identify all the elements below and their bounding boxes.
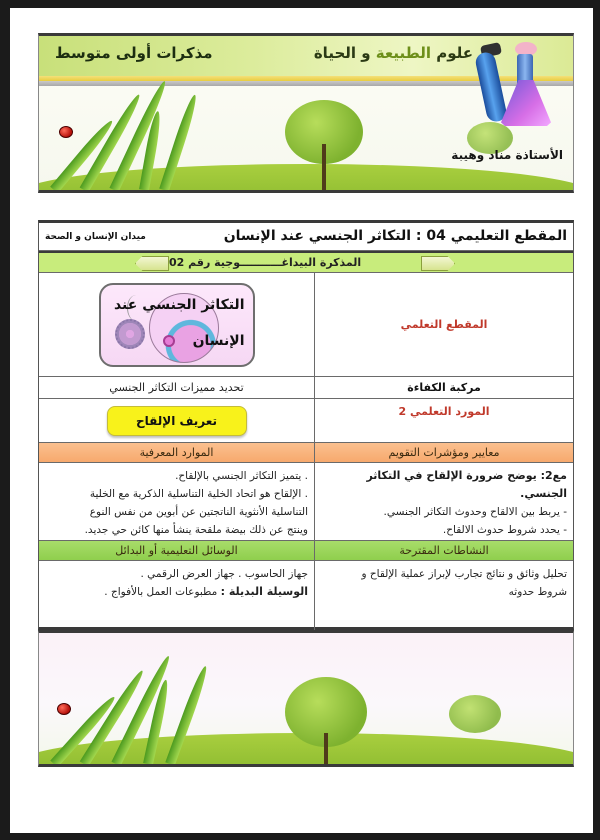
- segment-illustration-cell: [39, 273, 314, 376]
- knowledge-list: [45, 467, 308, 539]
- knowledge-header: الموارد المعرفية: [139, 446, 214, 459]
- means-list: [45, 565, 308, 601]
- segment-label: المقطع التعلمي: [400, 318, 488, 331]
- knowledge-line: . الإلقاح هو اتحاد الخلية التناسلية الذكرية مع الخلية: [89, 488, 308, 500]
- criteria-header: معايير ومؤشرات التقويم: [388, 446, 500, 459]
- evaluation-header-row: [39, 443, 573, 463]
- knowledge-line: التناسلية الأنثوية الناتجتين عن أبوين من نفس النوع: [89, 506, 308, 518]
- bottom-banner: [38, 630, 574, 767]
- teacher-name: الأستاذة مناد وهيبة: [451, 148, 563, 162]
- segment-label-cell: [314, 273, 573, 376]
- knowledge-line: . يتميز التكاثر الجنسي بالإلقاح.: [175, 470, 308, 482]
- memo-title: المذكرة البيداغـــــــــــوجية رقم 02: [169, 256, 362, 269]
- knowledge-header-cell: [39, 443, 314, 462]
- competence-label: مركبة الكفاءة: [407, 381, 481, 394]
- means-alt-value: مطبوعات العمل بالأفواج .: [104, 586, 221, 598]
- means-header: الوسائل التعليمية أو البدائل: [115, 544, 238, 557]
- illustration-title-line1: التكاثر الجنسي عند: [113, 296, 245, 313]
- activities-content-row: [39, 561, 573, 631]
- resource-row: [39, 399, 573, 443]
- means-line: جهاز الحاسوب . جهاز العرض الرقمي .: [140, 568, 308, 580]
- top-banner: [38, 33, 574, 193]
- means-header-cell: [39, 541, 314, 560]
- resource-label: المورد التعلمي 2: [398, 405, 490, 418]
- competence-value: تحديد مميزات التكاثر الجنسي: [109, 381, 244, 394]
- small-tree-icon: [449, 695, 501, 733]
- scroll-tag-icon: [135, 256, 169, 271]
- activities-list: [321, 565, 567, 601]
- lesson-table: [38, 220, 574, 630]
- activities-header-cell: [314, 541, 573, 560]
- test-tube-icon: [474, 51, 508, 124]
- means-cell: [39, 561, 314, 631]
- subject-prefix: علوم: [431, 44, 473, 62]
- ovum-small-icon: [115, 319, 145, 349]
- activity-line: تحليل وثائق و نتائج تجارب لإبراز عملية الإلقاح و: [361, 568, 567, 580]
- evaluation-content-row: [39, 463, 573, 541]
- scroll-tag-icon: [421, 256, 455, 271]
- subject-highlight: الطبيعة: [375, 44, 431, 62]
- criteria-item: - يحدد شروط حدوث الالقاح.: [442, 524, 567, 536]
- resource-value-cell: [39, 399, 314, 442]
- document-page: [10, 8, 593, 833]
- criteria-header-cell: [314, 443, 573, 462]
- activities-header: النشاطات المقترحة: [399, 544, 489, 557]
- activities-cell: [314, 561, 573, 631]
- resource-title-badge: تعريف الإلقاح: [107, 406, 247, 436]
- knowledge-line: وينتج عن ذلك بيضة ملقحة ينشأ منها كائن حي جديد.: [84, 524, 308, 536]
- header-row: [39, 223, 573, 251]
- level-title: مذكرات أولى متوسط: [55, 44, 213, 62]
- criteria-cell: [314, 463, 573, 540]
- lab-flask-icon: [475, 40, 555, 132]
- memo-title-row: [39, 251, 573, 273]
- competence-label-cell: [314, 377, 573, 398]
- subject-title: [314, 44, 473, 62]
- tree-trunk: [324, 733, 328, 767]
- ladybug-icon: [57, 703, 71, 715]
- tree-trunk: [322, 144, 326, 192]
- nucleus-icon: [163, 335, 175, 347]
- learning-segment-title: المقطع التعليمي 04 : التكاثر الجنسي عند الإنسان: [223, 228, 567, 244]
- flask-body: [501, 80, 551, 126]
- criteria-title: مع2: يوضح ضرورة الإلقاح في التكاثر الجنسي.: [366, 469, 567, 500]
- criteria-list: [321, 467, 567, 539]
- competence-row: [39, 377, 573, 399]
- means-alt-line: [45, 583, 308, 601]
- illustration-title-line2: الإنسان: [192, 332, 245, 349]
- competence-value-cell: [39, 377, 314, 398]
- subject-suffix: و الحياة: [313, 44, 376, 62]
- activities-header-row: [39, 541, 573, 561]
- domain-label: ميدان الإنسان و الصحة: [45, 232, 146, 242]
- segment-row: [39, 273, 573, 377]
- activity-line: شروط حدوثه: [508, 586, 567, 598]
- fertilization-illustration: [99, 283, 255, 367]
- knowledge-cell: [39, 463, 314, 540]
- criteria-item: - يربط بين الالقاح وحدوث التكاثر الجنسي.: [383, 506, 567, 518]
- resource-label-cell: [314, 399, 573, 442]
- ladybug-icon: [59, 126, 73, 138]
- means-alt-label: الوسيلة البديلة :: [220, 585, 308, 598]
